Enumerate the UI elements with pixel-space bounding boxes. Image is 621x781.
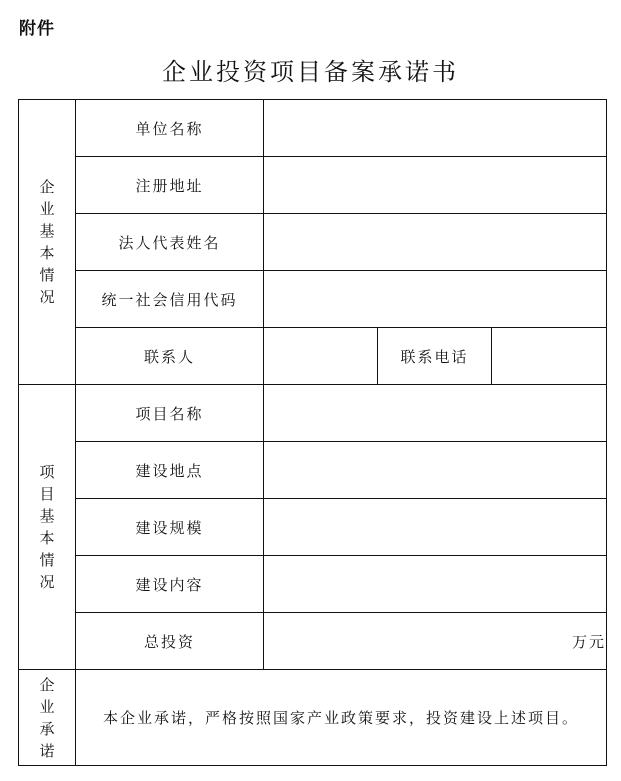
row-credit-code [19, 271, 607, 328]
section-company-heading: 企业基本情况 [19, 100, 76, 385]
row-investment [19, 613, 607, 670]
attachment-label: 附件 [19, 19, 55, 39]
filing-form-table [18, 99, 607, 766]
field-legal-rep[interactable] [264, 214, 607, 271]
label-project-name: 项目名称 [76, 385, 264, 442]
document-title: 企业投资项目备案承诺书 [162, 58, 459, 86]
label-credit-code: 统一社会信用代码 [76, 271, 264, 328]
label-content: 建设内容 [76, 556, 264, 613]
row-location [19, 442, 607, 499]
label-investment: 总投资 [76, 613, 264, 670]
field-phone[interactable] [492, 328, 607, 385]
row-scale [19, 499, 607, 556]
row-address [19, 157, 607, 214]
row-legal-rep [19, 214, 607, 271]
row-contact [19, 328, 607, 385]
row-unit-name [19, 100, 607, 157]
investment-unit: 万元 [572, 632, 607, 651]
label-unit-name: 单位名称 [76, 100, 264, 157]
label-contact: 联系人 [76, 328, 264, 385]
label-address: 注册地址 [76, 157, 264, 214]
label-scale: 建设规模 [76, 499, 264, 556]
field-location[interactable] [264, 442, 607, 499]
section-pledge-heading: 企业承诺 [19, 670, 76, 766]
field-investment[interactable] [264, 613, 607, 670]
row-content [19, 556, 607, 613]
pledge-text: 本企业承诺，严格按照国家产业政策要求，投资建设上述项目。 [76, 670, 607, 766]
field-credit-code[interactable] [264, 271, 607, 328]
field-unit-name[interactable] [264, 100, 607, 157]
label-location: 建设地点 [76, 442, 264, 499]
field-project-name[interactable] [264, 385, 607, 442]
field-contact[interactable] [264, 328, 378, 385]
field-content[interactable] [264, 556, 607, 613]
field-scale[interactable] [264, 499, 607, 556]
field-address[interactable] [264, 157, 607, 214]
row-project-name [19, 385, 607, 442]
row-pledge [19, 670, 607, 766]
section-project-heading: 项目基本情况 [19, 385, 76, 670]
label-phone: 联系电话 [378, 328, 492, 385]
label-legal-rep: 法人代表姓名 [76, 214, 264, 271]
